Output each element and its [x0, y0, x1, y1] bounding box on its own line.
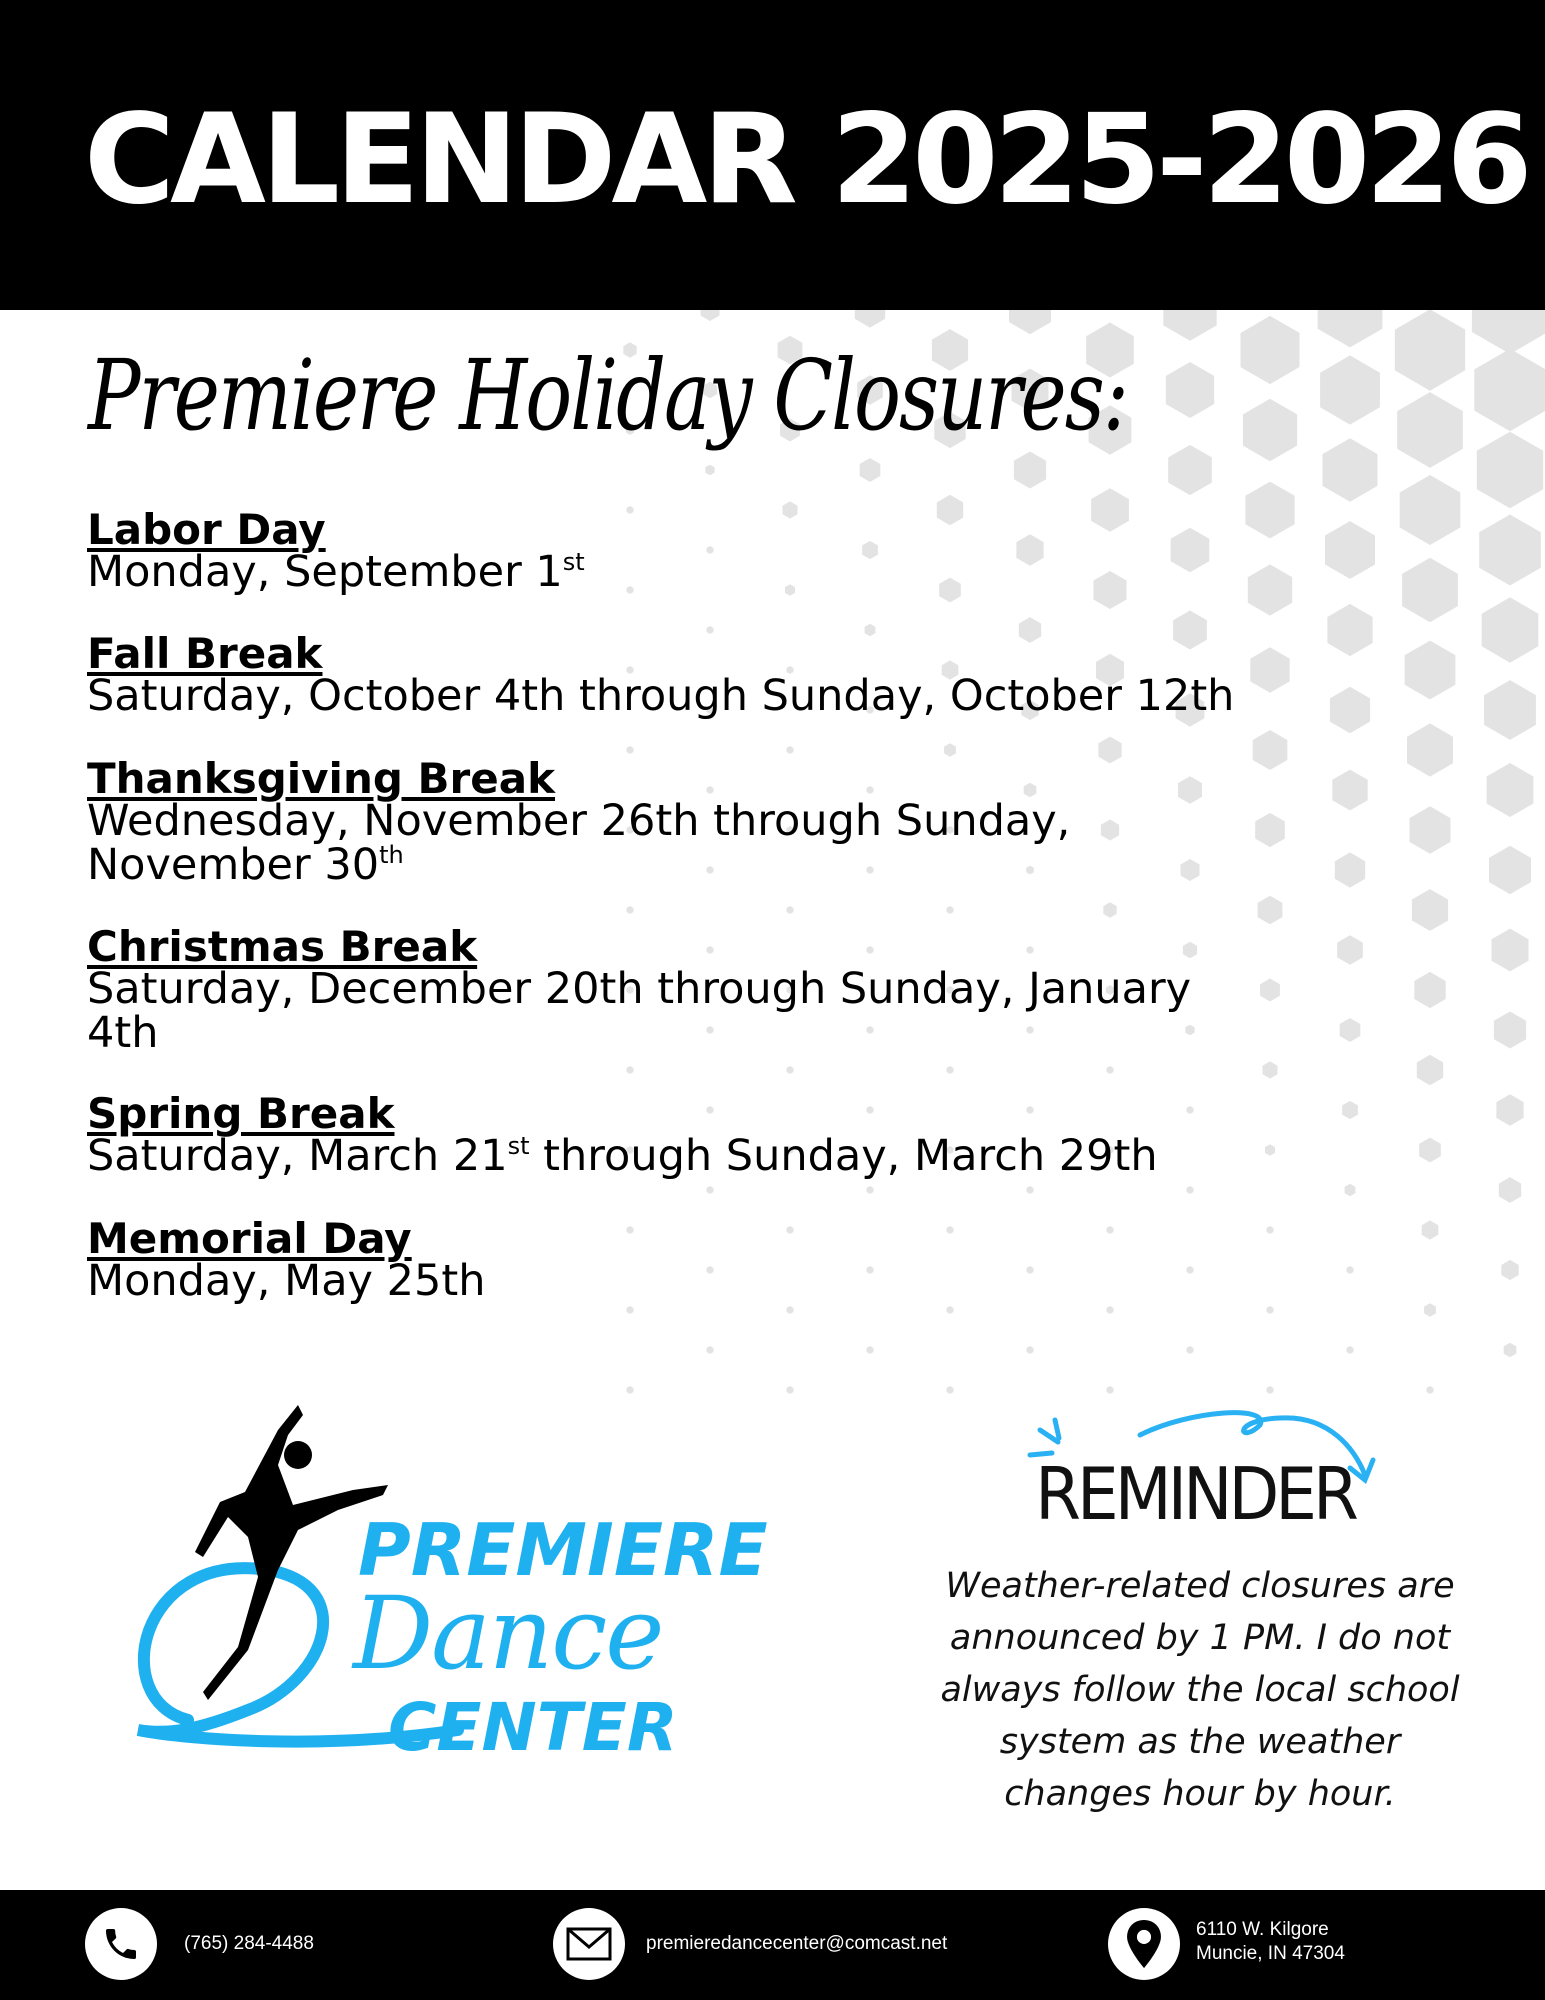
hexagon-shape [1107, 1066, 1114, 1074]
closure-entry [87, 922, 1227, 1058]
closure-entry [87, 505, 1287, 597]
hexagon-shape [1103, 902, 1116, 917]
hexagon-shape [1255, 813, 1285, 847]
hexagon-shape [1345, 1184, 1356, 1197]
hexagon-shape [787, 906, 794, 914]
closure-date: Monday, September 1st [87, 547, 585, 597]
hexagon-shape [1482, 597, 1539, 662]
hexagon-shape [627, 906, 634, 914]
email-icon [553, 1908, 625, 1980]
closure-date: Saturday, March 21st through Sunday, March 29th [87, 1131, 1158, 1181]
hexagon-shape [1402, 558, 1458, 622]
hexagon-shape [1181, 859, 1200, 881]
closure-entry [87, 1214, 1287, 1306]
hexagon-shape [947, 1386, 954, 1394]
hexagon-shape [1014, 452, 1046, 489]
hexagon-shape [1241, 316, 1300, 384]
hexagon-shape [707, 1346, 714, 1354]
hexagon-shape [1318, 310, 1383, 347]
hexagon-shape [867, 1186, 874, 1194]
hexagon-shape [1187, 1186, 1194, 1194]
hexagon-shape [705, 465, 714, 476]
page-title: CALENDAR 2025-2026 [84, 88, 1528, 232]
hexagon-shape [860, 458, 881, 482]
hexagon-shape [1107, 1386, 1114, 1394]
hexagon-shape [1504, 1343, 1517, 1357]
hexagon-shape [1405, 641, 1456, 700]
hexagon-shape [855, 310, 885, 328]
hexagon-shape [1414, 972, 1445, 1008]
hexagon-shape [1166, 362, 1214, 418]
closure-entry [87, 754, 1167, 890]
hexagon-shape [1347, 1266, 1354, 1274]
hexagon-shape [1263, 1061, 1278, 1078]
hexagon-shape [1347, 1346, 1354, 1354]
hexagon-shape [1337, 935, 1363, 965]
hexagon-shape [1499, 1177, 1521, 1203]
hexagon-shape [1489, 846, 1531, 894]
hexagon-shape [787, 1306, 794, 1314]
hexagon-shape [1474, 349, 1545, 431]
hexagon-shape [1258, 896, 1283, 925]
hexagon-shape [1472, 310, 1545, 354]
closure-date: Saturday, October 4th through Sunday, October 12th [87, 671, 1235, 721]
hexagon-shape [1332, 770, 1367, 811]
reminder-text: Weather-related closures are announced by 1 PM. I do not always follow the local school system as the weather changes hour by hour. [940, 1566, 1460, 1814]
hexagon-shape [1335, 852, 1365, 887]
hexagon-shape [1009, 310, 1051, 334]
hexagon-shape [1107, 1306, 1114, 1314]
hexagon-shape [1494, 1012, 1526, 1049]
hexagon-shape [1168, 445, 1212, 495]
contact-footer [0, 1890, 1545, 2000]
location-pin-icon [1108, 1908, 1180, 1980]
hexagon-shape [627, 1306, 634, 1314]
hexagon-shape [1267, 1386, 1274, 1394]
hexagon-shape [1178, 776, 1202, 804]
phone-icon [85, 1908, 157, 1980]
hexagon-shape [627, 1386, 634, 1394]
hexagon-shape [947, 1066, 954, 1074]
svg-text:Dance: Dance [353, 1575, 663, 1692]
hexagon-shape [947, 1306, 954, 1314]
hexagon-shape [1400, 475, 1461, 545]
hexagon-shape [1417, 1055, 1443, 1085]
hexagon-shape [1412, 889, 1448, 931]
hexagon-shape [1320, 355, 1380, 424]
svg-text:REMINDER: REMINDER [1035, 1452, 1355, 1537]
hexagon-shape [1327, 604, 1372, 656]
hexagon-shape [1163, 310, 1216, 341]
hexagon-shape [1479, 515, 1541, 586]
hexagon-shape [1260, 979, 1280, 1002]
closure-date: Wednesday, November 26th through Sunday, November 30th [87, 796, 1071, 890]
closure-entry [87, 629, 1287, 721]
svg-text:CENTER: CENTER [388, 1689, 678, 1766]
phone-number[interactable]: (765) 284-4488 [184, 1933, 314, 1954]
hexagon-shape [627, 1066, 634, 1074]
hexagon-shape [867, 1346, 874, 1354]
hexagon-shape [947, 906, 954, 914]
hexagon-shape [1477, 432, 1543, 509]
closure-name: Labor Day [87, 505, 326, 554]
hexagon-shape [1419, 1138, 1441, 1163]
section-heading: Premiere Holiday Closures: [88, 340, 1128, 453]
hexagon-shape [1323, 438, 1378, 501]
email-link[interactable]: premieredancecenter@comcast.net [646, 1933, 948, 1954]
hexagon-shape [1407, 723, 1453, 776]
closure-name: Memorial Day [87, 1214, 412, 1263]
hexagon-shape [1395, 310, 1465, 391]
hexagon-shape [1484, 680, 1536, 740]
hexagon-shape [1243, 399, 1297, 462]
hexagon-shape [1487, 763, 1534, 817]
hexagon-shape [707, 1186, 714, 1194]
header-banner [0, 0, 1545, 310]
hexagon-shape [701, 310, 720, 321]
hexagon-shape [944, 743, 956, 757]
hexagon-shape [1397, 392, 1463, 468]
address: 6110 W. Kilgore Muncie, IN 47304 [1196, 1919, 1345, 1964]
closure-name: Fall Break [87, 629, 323, 678]
closure-name: Christmas Break [87, 922, 478, 971]
hexagon-shape [1422, 1220, 1439, 1239]
closure-entry [87, 1089, 1287, 1181]
reminder-title-graphic [1010, 1400, 1390, 1540]
closure-date: Monday, May 25th [87, 1256, 486, 1306]
hexagon-shape [1501, 1260, 1518, 1280]
hexagon-shape [1424, 1303, 1436, 1317]
hexagon-shape [1427, 1386, 1434, 1394]
hexagon-shape [627, 746, 634, 754]
hexagon-shape [787, 1066, 794, 1074]
hexagon-shape [1027, 1346, 1034, 1354]
hexagon-shape [1410, 806, 1451, 853]
svg-text:PREMIERE: PREMIERE [358, 1508, 768, 1592]
hexagon-shape [1325, 521, 1375, 579]
hexagon-shape [1340, 1018, 1361, 1042]
hexagon-shape [787, 746, 794, 754]
premiere-dance-center-logo [128, 1400, 768, 1770]
hexagon-shape [1342, 1101, 1358, 1119]
hexagon-shape [787, 1386, 794, 1394]
hexagon-shape [1027, 1186, 1034, 1194]
closure-name: Spring Break [87, 1089, 395, 1138]
hexagon-shape [1187, 1346, 1194, 1354]
hexagon-shape [1267, 1306, 1274, 1314]
hexagon-shape [1253, 730, 1288, 770]
hexagon-shape [1492, 929, 1529, 972]
closure-name: Thanksgiving Break [87, 754, 556, 803]
hexagon-shape [1330, 687, 1370, 734]
hexagon-shape [1496, 1094, 1523, 1125]
closure-date: Saturday, December 20th through Sunday, January 4th [87, 964, 1192, 1058]
